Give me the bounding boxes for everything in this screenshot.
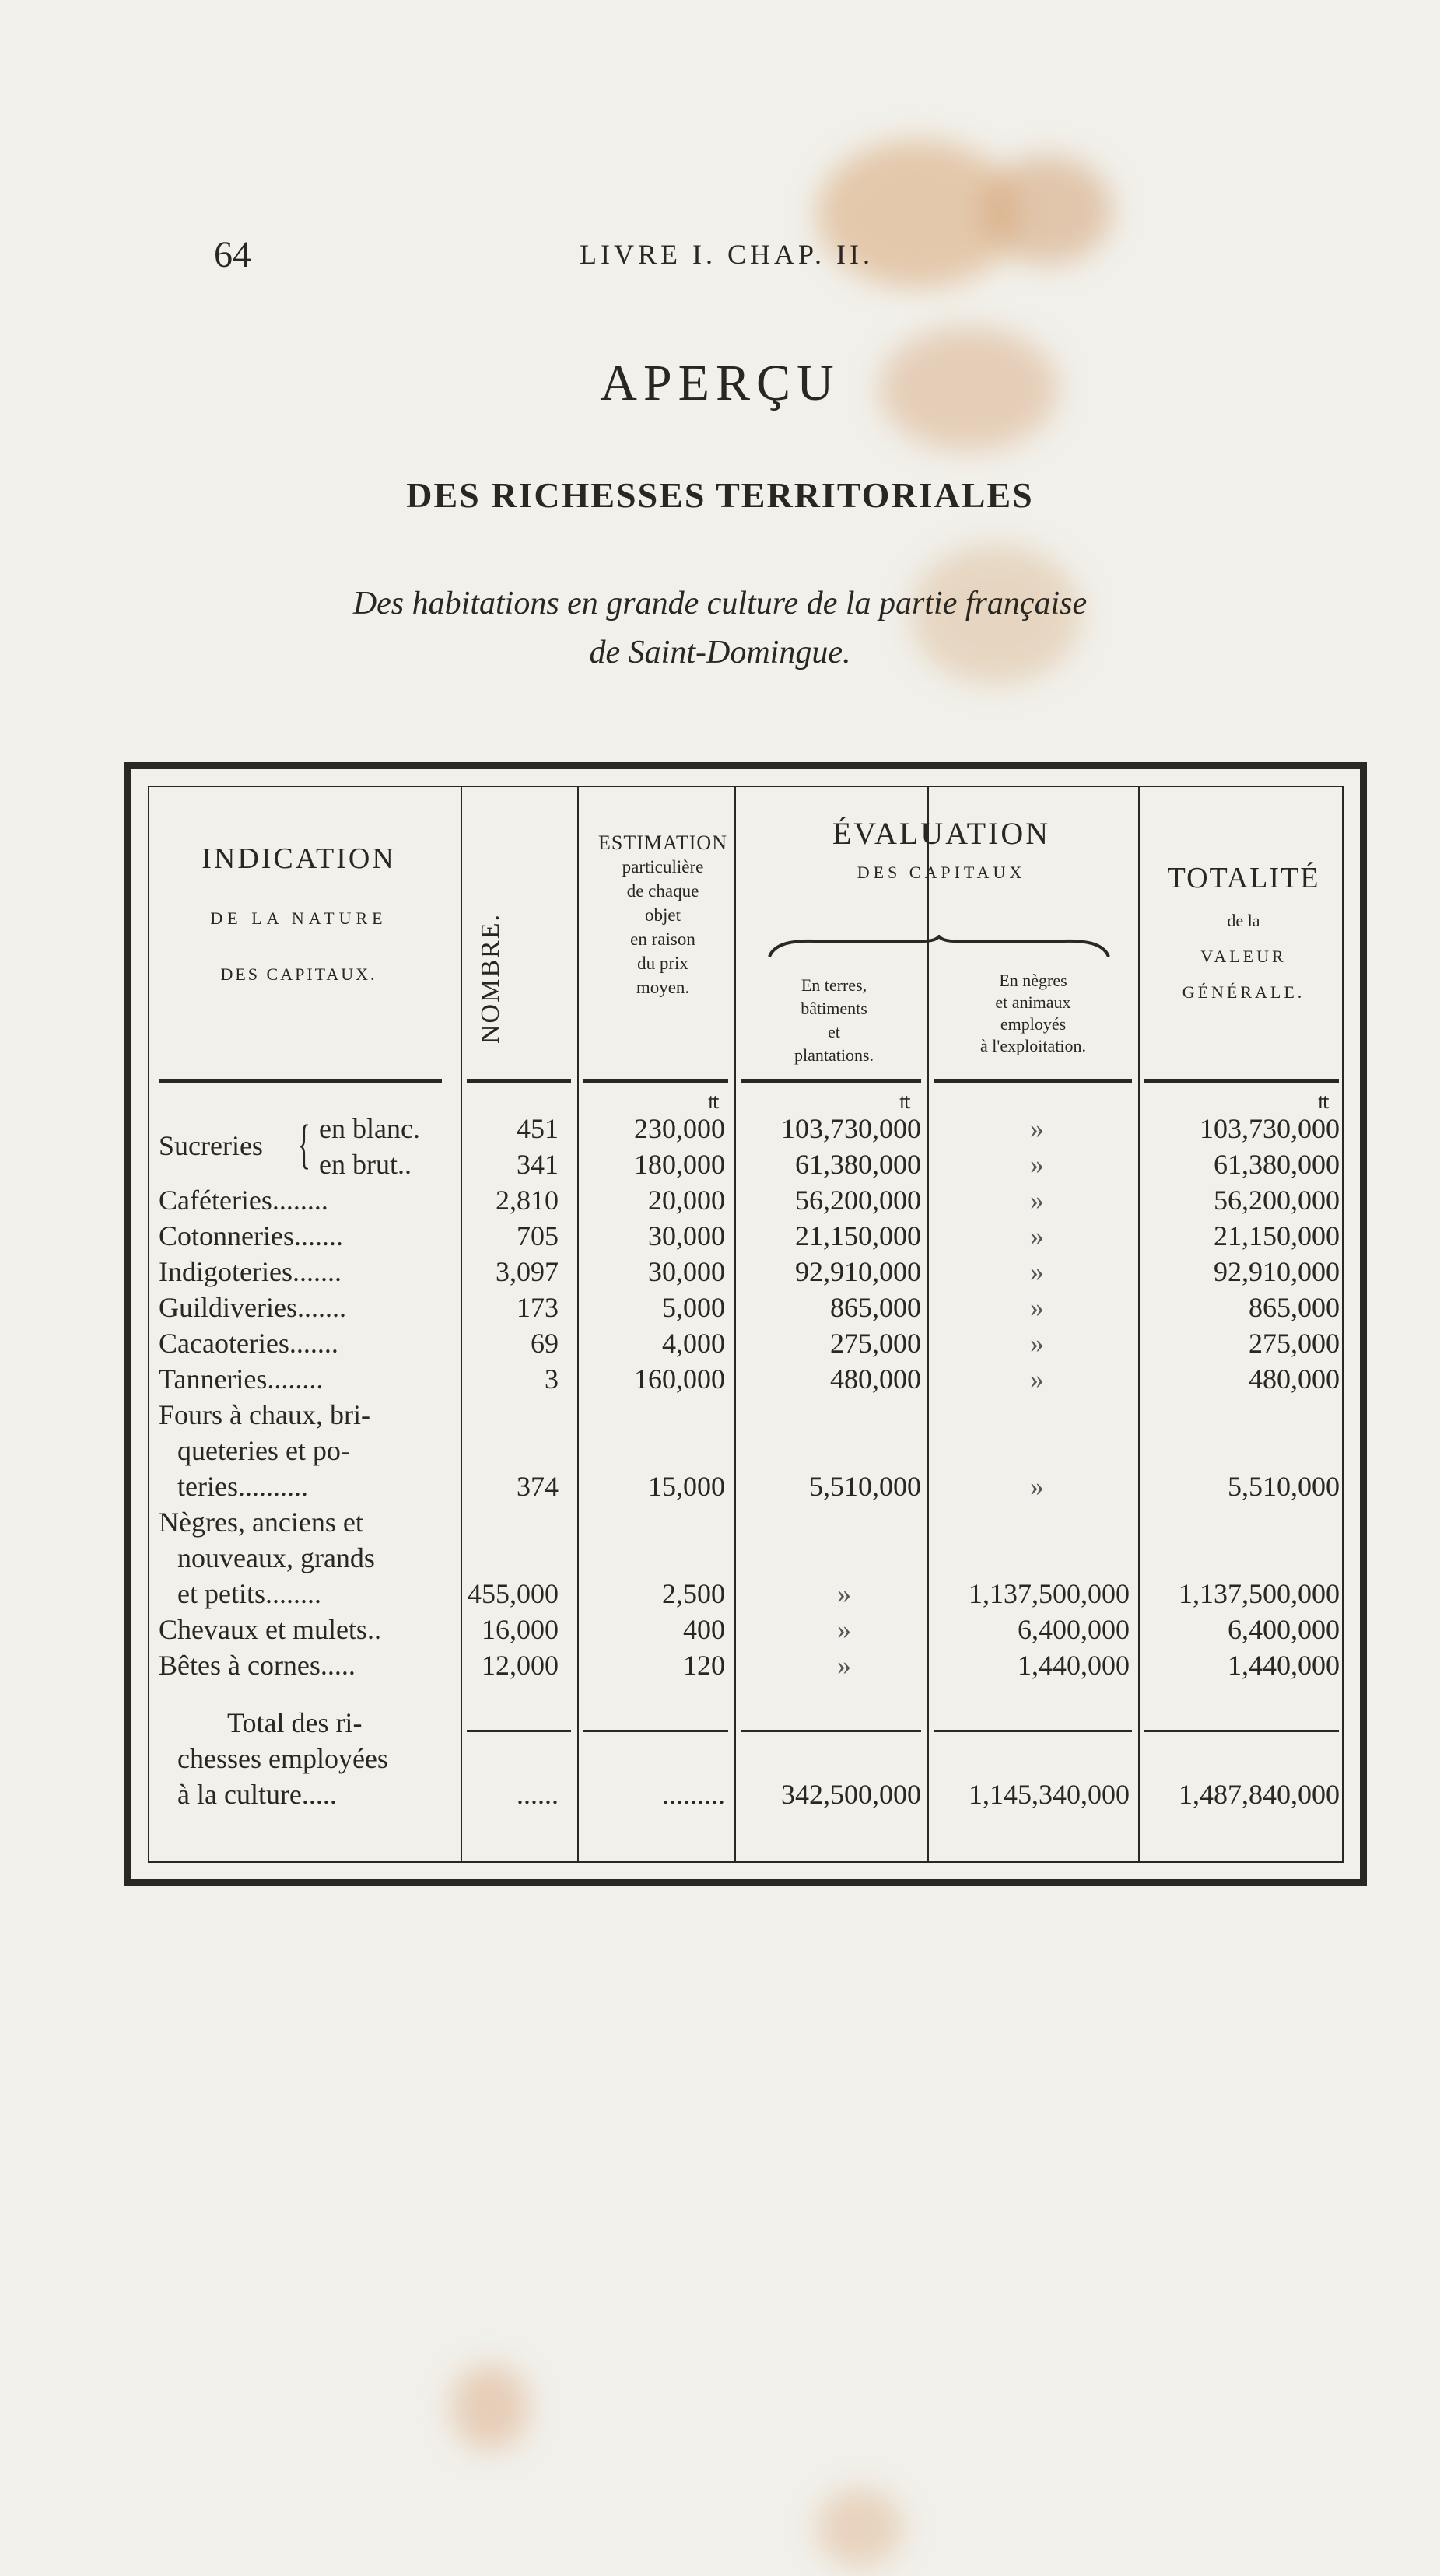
table-row: Bêtes à cornes..... 12,000 120 » 1,440,000 1,440,000: [159, 1650, 1340, 1681]
table-row: queteries et po-: [177, 1435, 350, 1466]
table-description: [0, 579, 1440, 677]
running-head: LIVRE I. CHAP. II.: [580, 239, 874, 270]
data-table: [148, 786, 1344, 1863]
table-row: nouveaux, grands: [177, 1542, 375, 1573]
header-rule: [1144, 1079, 1339, 1083]
header-negres: En nègres et animaux employés à l'exploitation.: [980, 971, 1086, 1055]
header-rule: [467, 1079, 571, 1083]
foxing-stain: [451, 2364, 529, 2450]
total-row: à la culture..... ...... ......... 342,500,000 1,145,340,000 1,487,840,000: [177, 1779, 1340, 1810]
table-row: Guildiveries....... 173 5,000 865,000 » 865,000: [149, 1290, 1345, 1325]
foxing-stain: [817, 2489, 902, 2567]
row-label: Guildiveries.......: [159, 1292, 346, 1323]
page-subtitle: DES RICHESSES TERRITORIALES: [406, 475, 1034, 515]
row-label: Tanneries........: [159, 1363, 324, 1395]
header-terres: En terres, bâtiments et plantations.: [794, 975, 874, 1065]
table-row: teries.......... 374 15,000 5,510,000 » 5,510,000: [177, 1471, 1340, 1502]
description-line-1: Des habitations en grande culture de la partie française: [352, 586, 1088, 621]
header-nombre: NOMBRE.: [476, 913, 505, 1044]
header-rule: [159, 1079, 442, 1083]
table-row: en blanc. 451 230,000 103,730,000 » 103,730,000: [149, 1111, 1345, 1146]
table-row: Chevaux et mulets.. 16,000 400 » 6,400,000 6,400,000: [159, 1614, 1340, 1645]
table-row: Tanneries........ 3 160,000 480,000 » 480,000: [149, 1361, 1345, 1397]
header-indication: INDICATION DE LA NATURE DES CAPITAUX.: [201, 842, 396, 984]
table-row: Cacaoteries....... 69 4,000 275,000 » 275,000: [149, 1325, 1345, 1361]
row-label: Indigoteries.......: [159, 1256, 342, 1287]
currency-mark: ₶: [708, 1093, 720, 1113]
table-row: Fours à chaux, bri-: [159, 1399, 370, 1430]
page-title: APERÇU: [600, 355, 840, 411]
brace-icon: {: [297, 1115, 311, 1174]
total-row: chesses employées: [177, 1743, 388, 1774]
table-row: et petits........ 455,000 2,500 » 1,137,500,000 1,137,500,000: [177, 1578, 1340, 1609]
row-label: en brut..: [319, 1149, 412, 1180]
row-label: en blanc.: [319, 1113, 420, 1144]
table-row: Indigoteries....... 3,097 30,000 92,910,000 » 92,910,000: [149, 1254, 1345, 1290]
table-row: Nègres, anciens et: [159, 1507, 363, 1538]
brace-icon: [768, 935, 1110, 958]
total-row: Total des ri-: [227, 1707, 363, 1738]
table-row: Cotonneries....... 705 30,000 21,150,000 » 21,150,000: [149, 1218, 1345, 1254]
header-evaluation: ÉVALUATION DES CAPITAUX: [832, 816, 1051, 882]
header-rule: [741, 1079, 921, 1083]
description-line-2: de Saint-Domingue.: [589, 635, 851, 670]
header-rule: [934, 1079, 1132, 1083]
table-frame: [124, 762, 1367, 1886]
page-header: [214, 233, 922, 280]
header-estimation: ESTIMATION particulière de chaque objet en raison du prix moyen.: [598, 831, 727, 997]
header-rule: [583, 1079, 728, 1083]
page-number: 64: [214, 234, 251, 275]
header-totalite: TOTALITÉ de la VALEUR GÉNÉRALE.: [1167, 862, 1320, 1002]
row-label: Caféteries........: [159, 1185, 328, 1216]
table-row: en brut.. 341 180,000 61,380,000 » 61,380,000: [149, 1146, 1345, 1182]
row-label: Cotonneries.......: [159, 1220, 343, 1251]
table-row: Caféteries........ 2,810 20,000 56,200,000 » 56,200,000: [149, 1182, 1345, 1218]
currency-mark: ₶: [899, 1093, 911, 1113]
row-label: Cacaoteries.......: [159, 1328, 338, 1359]
sucreries-label: Sucreries: [159, 1130, 263, 1161]
foxing-stain: [980, 156, 1112, 264]
currency-mark: ₶: [1318, 1093, 1330, 1113]
